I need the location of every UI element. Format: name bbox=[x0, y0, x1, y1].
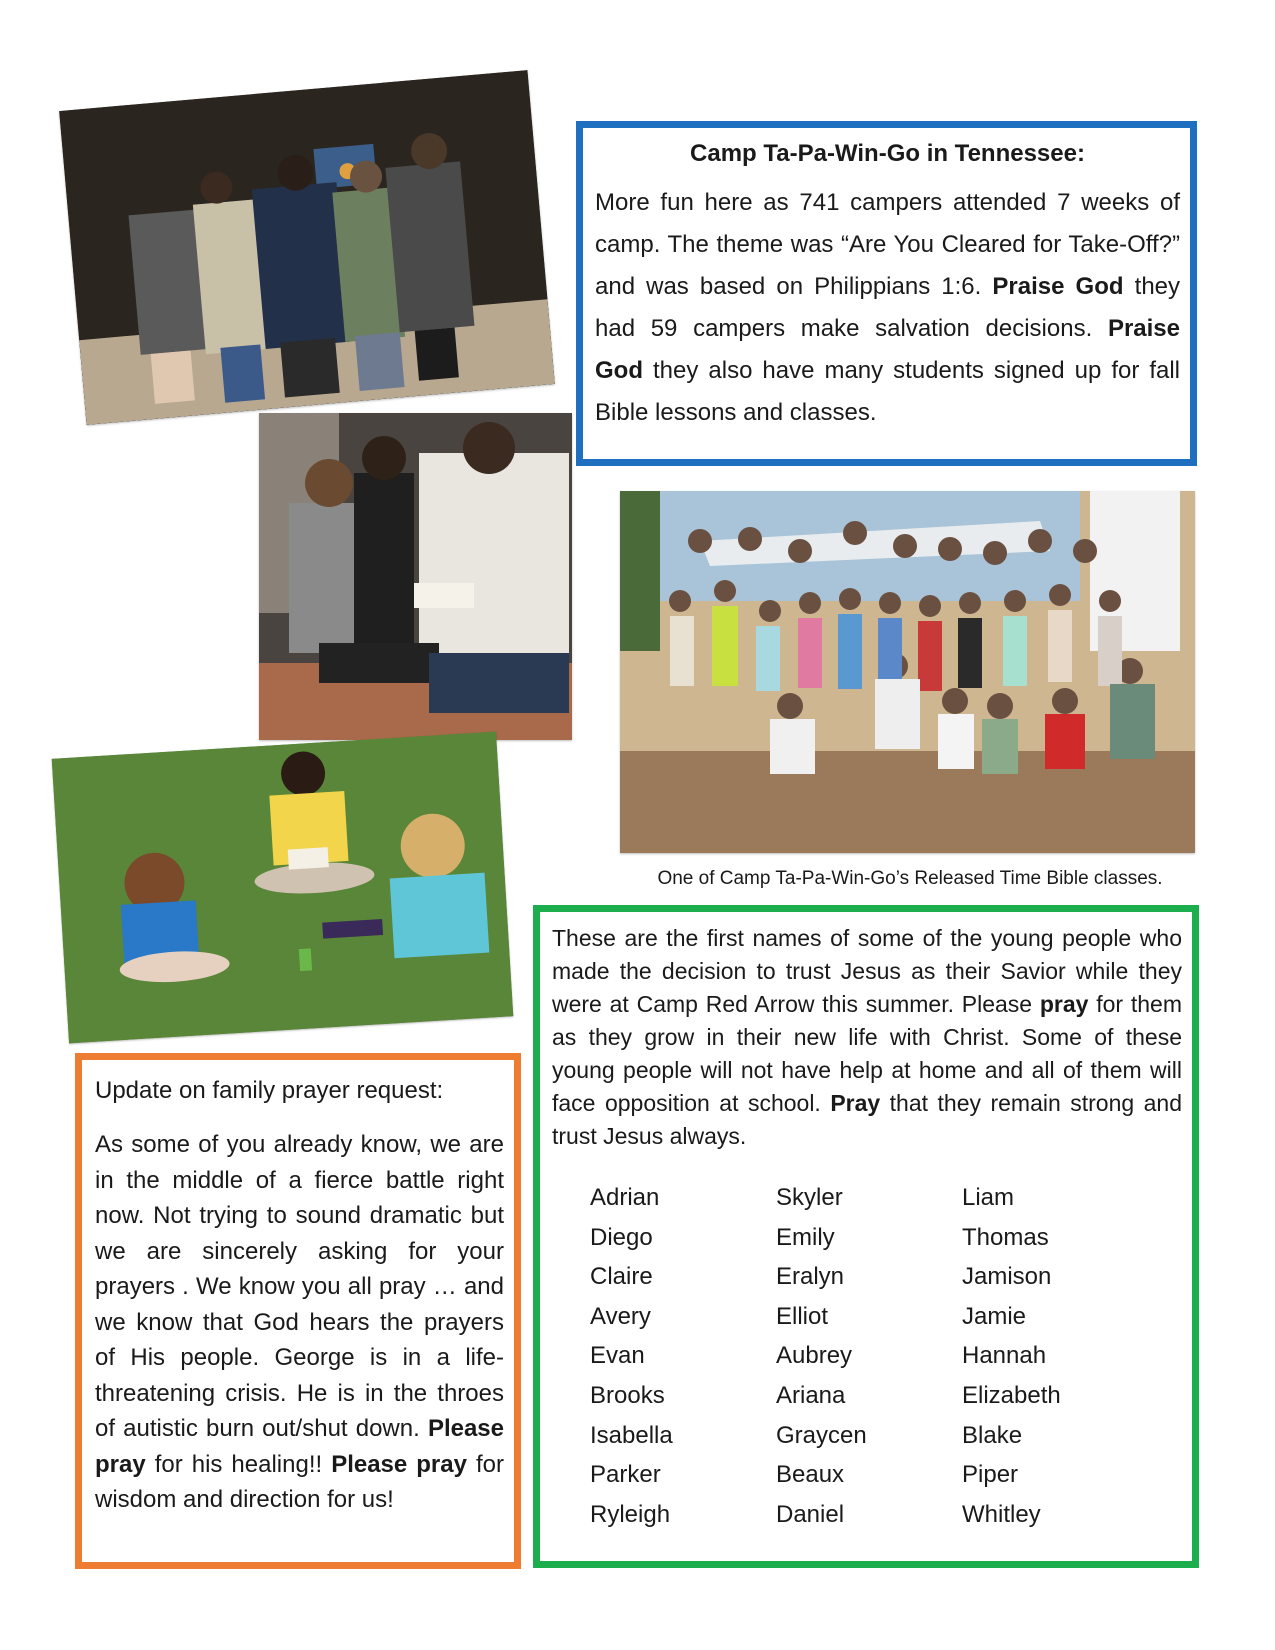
name-item: Elizabeth bbox=[962, 1381, 1061, 1409]
photo-caption: One of Camp Ta-Pa-Win-Go’s Released Time Bible classes. bbox=[657, 868, 1163, 889]
camp-text-3: they also have many students signed up for fall Bible lessons and classes. bbox=[595, 357, 1181, 426]
name-item: Hannah bbox=[962, 1342, 1047, 1370]
name-item: Parker bbox=[590, 1461, 661, 1489]
photo-group-huddle bbox=[59, 70, 555, 425]
names-text-2: for them as they grow in their new life with Christ. Some of these young people will not have help at home and all of them will face opposition at school. bbox=[552, 991, 1182, 1116]
name-item: Eralyn bbox=[776, 1263, 845, 1291]
photo-bible-class-group bbox=[620, 491, 1195, 853]
family-prayer-box bbox=[75, 1053, 521, 1569]
name-item: Skyler bbox=[776, 1184, 843, 1211]
family-prayer-heading: Update on family prayer request: bbox=[95, 1077, 444, 1104]
name-item: Isabella bbox=[590, 1421, 673, 1449]
salvation-names-box bbox=[533, 905, 1199, 1568]
names-pray-1: pray bbox=[1039, 991, 1089, 1017]
name-item: Daniel bbox=[776, 1500, 845, 1528]
names-column-1 bbox=[590, 1178, 776, 1534]
camp-tapawingo-title: Camp Ta-Pa-Win-Go in Tennessee: bbox=[690, 140, 1085, 167]
family-text-1: As some of you already know, we are in the middle of a fierce battle right now. Not trying to sound dramatic but we are sincerely asking for your prayers . We know you all pray … and we know that God hears the prayers of His people. George is in a life-threatening crisis. He is in the throes of autistic burn out/shut down. bbox=[95, 1131, 504, 1442]
name-item: Piper bbox=[962, 1461, 1019, 1489]
name-item: Aubrey bbox=[776, 1342, 853, 1370]
names-intro-text bbox=[552, 922, 1182, 1153]
camp-tapawingo-text bbox=[595, 182, 1180, 434]
camp-praise-god-1: Praise God bbox=[992, 273, 1124, 300]
name-item: Brooks bbox=[590, 1381, 665, 1409]
name-item: Ariana bbox=[776, 1381, 846, 1409]
name-item: Beaux bbox=[776, 1461, 845, 1489]
name-item: Blake bbox=[962, 1421, 1023, 1449]
camp-text-1: More fun here as 741 campers attended 7 weeks of camp. The theme was “Are You Cleared for Take-Off?” and was based on Philippians 1:6. bbox=[595, 189, 1180, 300]
name-item: Liam bbox=[962, 1184, 1015, 1211]
family-text-2: for his healing!! bbox=[154, 1450, 323, 1478]
name-item: Jamie bbox=[962, 1302, 1027, 1330]
name-item: Jamison bbox=[962, 1263, 1052, 1291]
names-text-1: These are the first names of some of the young people who made the decision to trust Jesus as their Savior while they were at Camp Red Arrow this summer. Please bbox=[552, 925, 1182, 1017]
name-item: Evan bbox=[590, 1342, 645, 1370]
camp-praise-god-2: Praise God bbox=[595, 315, 1180, 384]
photo-bible-study-kneeling bbox=[259, 413, 572, 740]
name-item: Elliot bbox=[776, 1302, 829, 1330]
family-please-pray-2: Please pray bbox=[331, 1450, 467, 1478]
names-column-2 bbox=[776, 1178, 962, 1534]
name-item: Graycen bbox=[776, 1421, 867, 1449]
camp-text-2: they had 59 campers make salvation decisions. bbox=[595, 273, 1181, 342]
names-pray-2: Pray bbox=[830, 1090, 881, 1116]
name-item: Emily bbox=[776, 1223, 835, 1251]
name-item: Ryleigh bbox=[590, 1500, 671, 1528]
name-item: Claire bbox=[590, 1263, 653, 1291]
names-column-3 bbox=[962, 1178, 1148, 1534]
family-prayer-text bbox=[95, 1127, 504, 1518]
names-text-3: that they remain strong and trust Jesus always. bbox=[552, 1090, 1183, 1149]
name-item: Adrian bbox=[590, 1184, 660, 1211]
name-item: Thomas bbox=[962, 1223, 1049, 1251]
camp-tapawingo-box bbox=[576, 121, 1197, 466]
names-list bbox=[590, 1178, 1148, 1534]
name-item: Whitley bbox=[962, 1500, 1041, 1528]
name-item: Avery bbox=[590, 1302, 651, 1330]
photo-grass-bible-reading bbox=[52, 732, 514, 1044]
name-item: Diego bbox=[590, 1223, 653, 1251]
family-please-pray-1: Please pray bbox=[95, 1415, 505, 1478]
family-text-3: for wisdom and direction for us! bbox=[95, 1450, 504, 1513]
